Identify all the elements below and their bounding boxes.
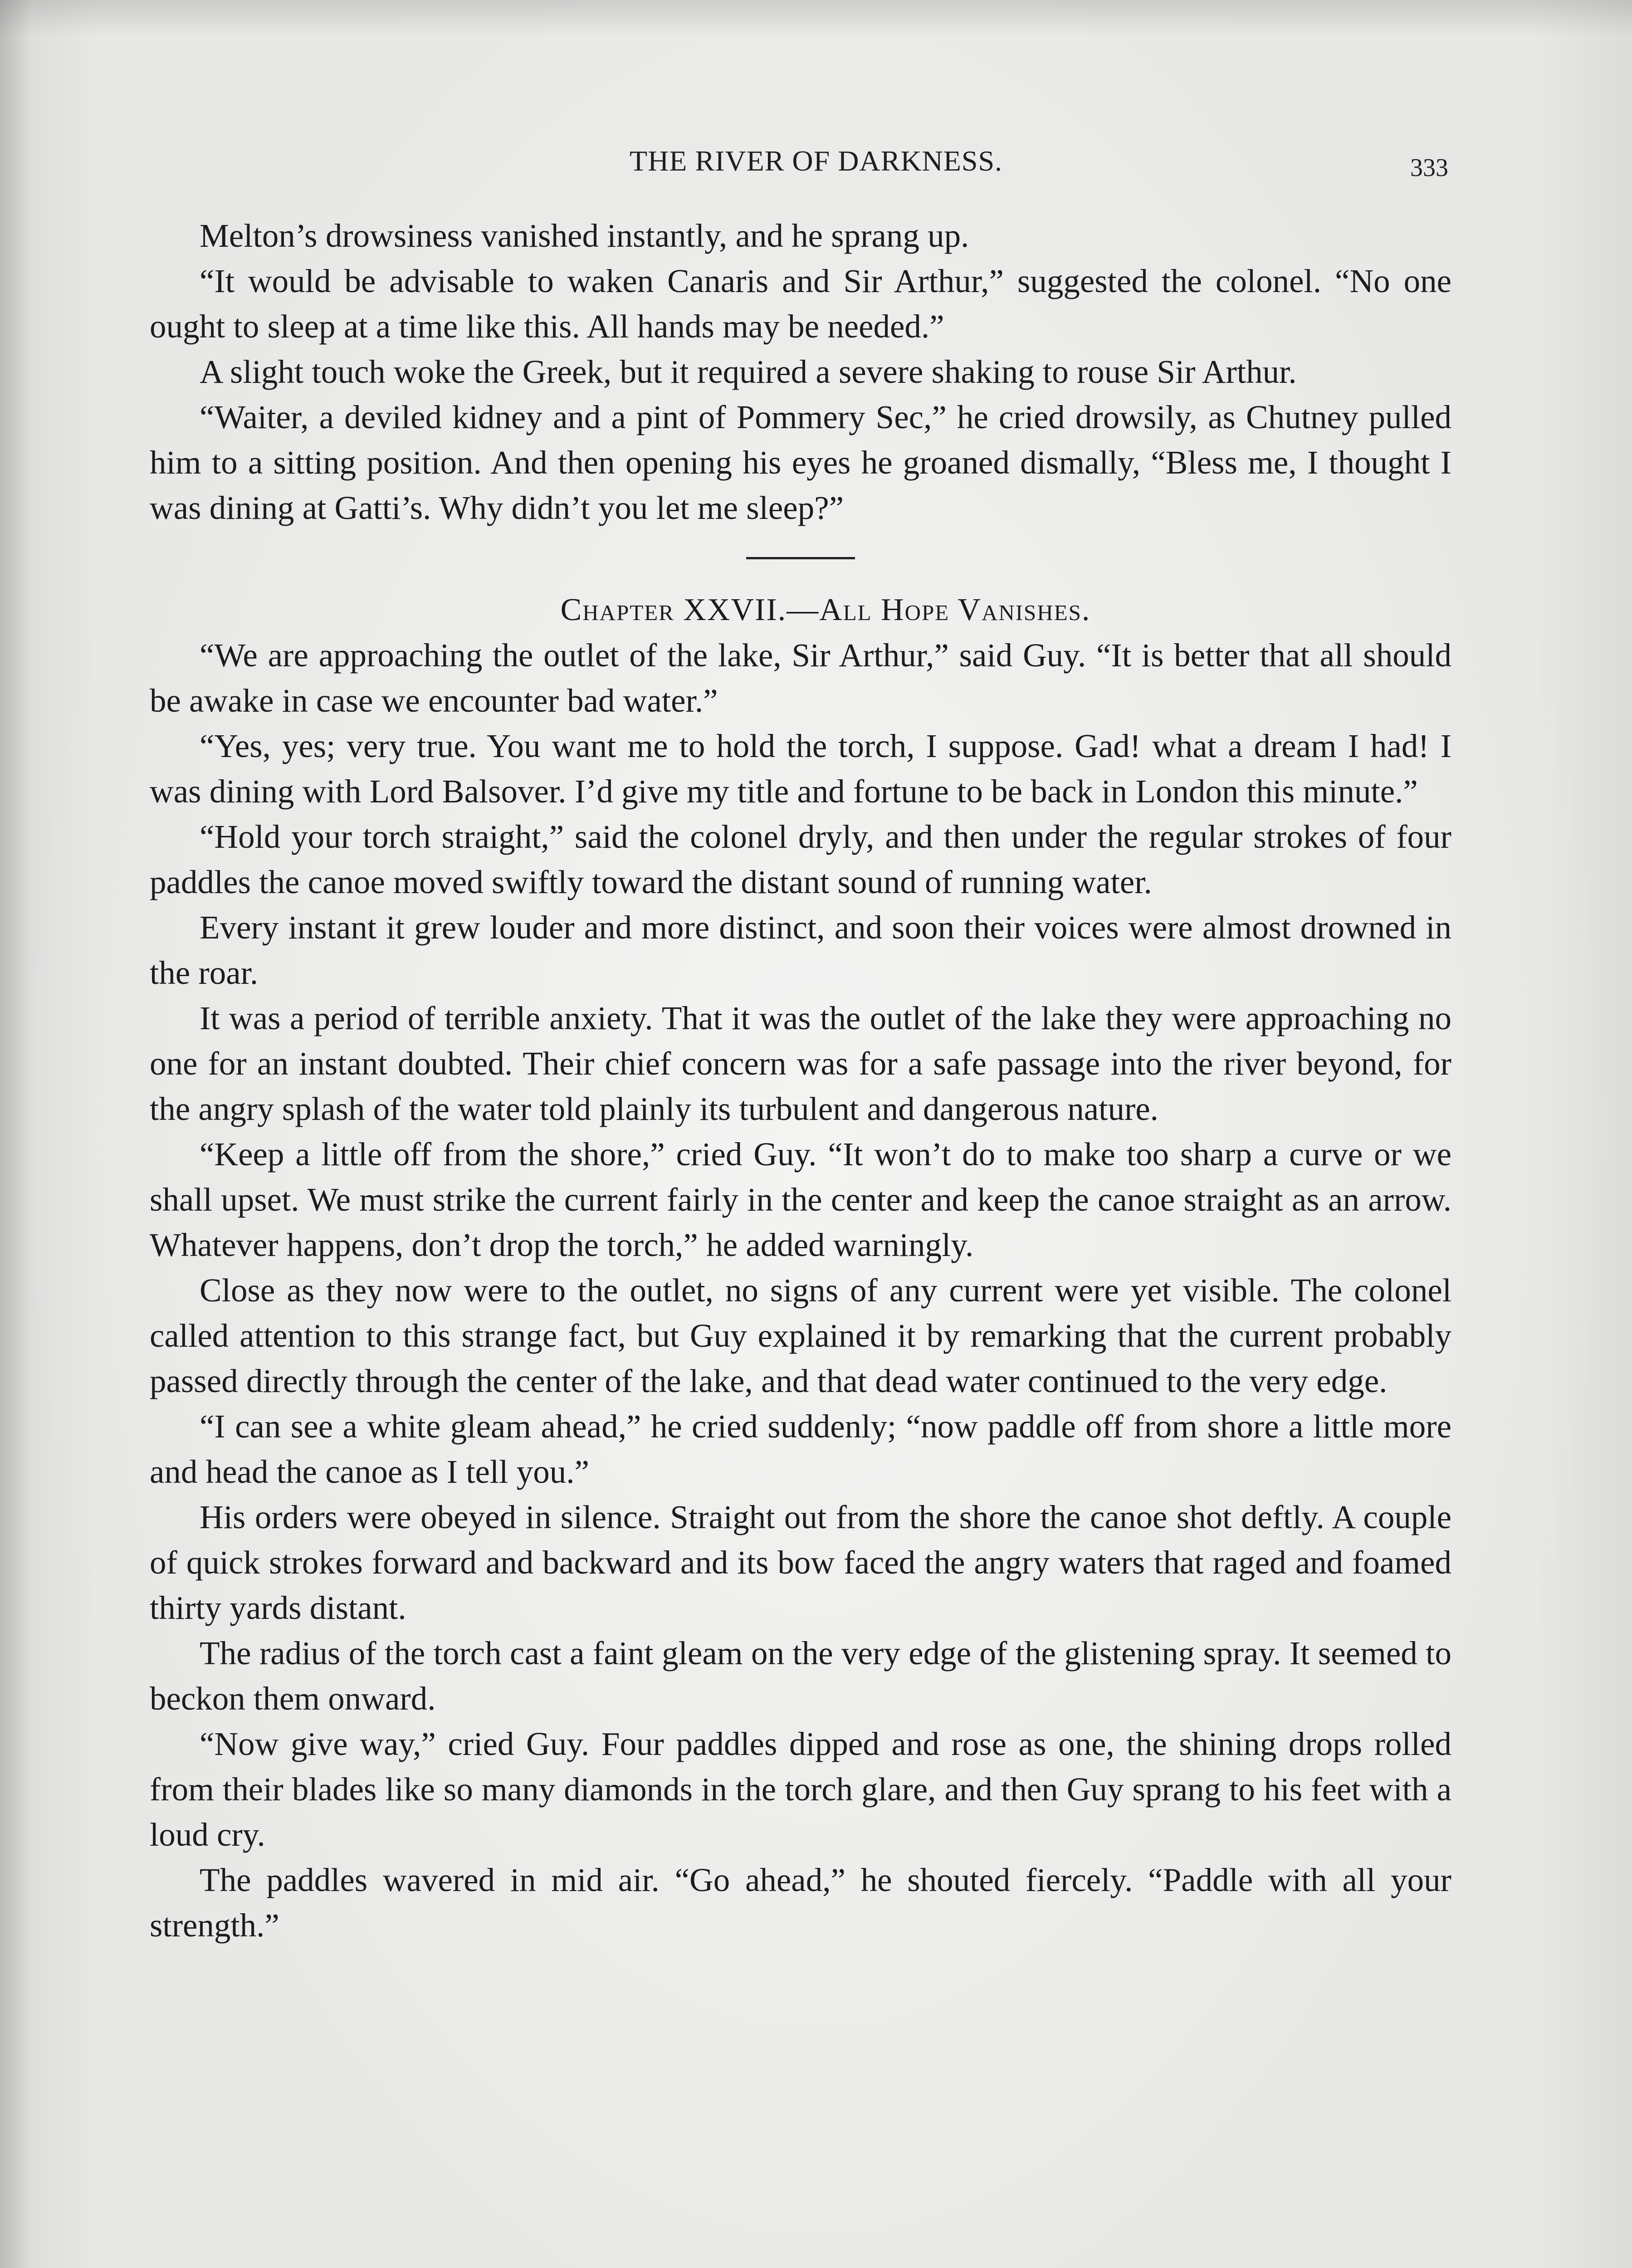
page-shadow-left — [0, 0, 32, 2268]
paragraph: A slight touch woke the Greek, but it required a severe shaking to rouse Sir Arthur. — [200, 353, 1297, 390]
paragraph: “I can see a white gleam ahead,” he cried suddenly; “now paddle off from shore a little more and head the canoe as I tell you.” — [150, 1408, 1451, 1490]
page-shadow-top — [0, 0, 1632, 36]
paragraph: The paddles wavered in mid air. “Go ahead,” he shouted fiercely. “Paddle with all your strength.” — [150, 1862, 1451, 1944]
paragraph: His orders were obeyed in silence. Straight out from the shore the canoe shot deftly. A couple of quick strokes forward and backward and its bow faced the angry waters that raged and foamed thirty yards distant. — [150, 1499, 1451, 1626]
paragraph: “We are approaching the outlet of the lake, Sir Arthur,” said Guy. “It is better that all should be awake in case we encounter bad water.” — [150, 637, 1451, 719]
paragraph: “Now give way,” cried Guy. Four paddles dipped and rose as one, the shining drops rolled from their blades like so many diamonds in the torch glare, and then Guy sprang to his feet with a loud cry. — [150, 1725, 1451, 1853]
paragraph: Every instant it grew louder and more distinct, and soon their voices were almost drowned in the roar. — [150, 909, 1451, 991]
section-divider — [746, 557, 855, 559]
running-head: THE RIVER OF DARKNESS. — [629, 145, 1003, 177]
body-text — [150, 213, 1451, 1948]
page-number: 333 — [1410, 154, 1448, 182]
paragraph: “Waiter, a deviled kidney and a pint of Pommery Sec,” he cried drowsily, as Chutney pulled him to a sitting position. And then opening his eyes he groaned dismally, “Bless me, I thought I was dining at Gatti’s. Why didn’t you let me sleep?” — [150, 399, 1451, 526]
paragraph: “It would be advisable to waken Canaris and Sir Arthur,” suggested the colonel. “No one ought to sleep at a time like this. All hands may be needed.” — [150, 263, 1451, 345]
paragraph: “Yes, yes; very true. You want me to hold the torch, I suppose. Gad! what a dream I had! I was dining with Lord Balsover. I’d give my title and fortune to be back in London this minute.” — [150, 728, 1451, 810]
paragraph: “Hold your torch straight,” said the colonel dryly, and then under the regular strokes of four paddles the canoe moved swiftly toward the distant sound of running water. — [150, 818, 1451, 900]
paragraph: The radius of the torch cast a faint gleam on the very edge of the glistening spray. It seemed to beckon them onward. — [150, 1635, 1451, 1717]
paragraph: “Keep a little off from the shore,” cried Guy. “It won’t do to make too sharp a curve or we shall upset. We must strike the current fairly in the center and keep the canoe straight as an arrow. Whatever happens, don’t drop the torch,” he added warningly. — [150, 1136, 1451, 1263]
paragraph: It was a period of terrible anxiety. That it was the outlet of the lake they were approaching no one for an instant doubted. Their chief concern was for a safe passage into the river beyond, for the angry splash of the water told plainly its turbulent and dangerous nature. — [150, 1000, 1451, 1127]
chapter-heading: Chapter XXVII.—All Hope Vanishes. — [560, 592, 1091, 627]
paragraph: Melton’s drowsiness vanished instantly, and he sprang up. — [200, 217, 969, 254]
page-header — [0, 144, 1632, 185]
paragraph: Close as they now were to the outlet, no signs of any current were yet visible. The colonel called attention to this strange fact, but Guy explained it by remarking that the current probably passed directly through the center of the lake, and that dead water continued to the very edge. — [150, 1272, 1451, 1399]
